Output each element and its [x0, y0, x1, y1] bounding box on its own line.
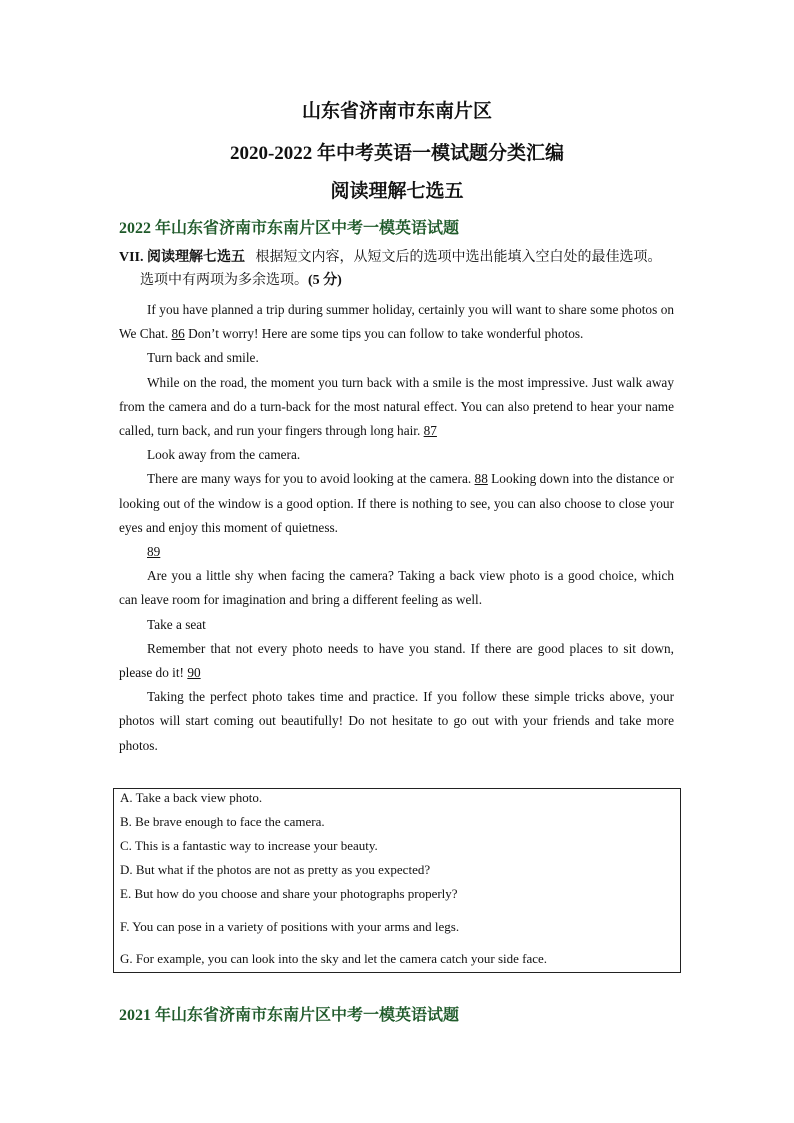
- paragraph-text: There are many ways for you to avoid looking at the camera.: [147, 471, 475, 487]
- document-subtitle: 2020-2022 年中考英语一模试题分类汇编: [229, 143, 565, 164]
- option-c: C. This is a fantastic way to increase your beauty.: [120, 838, 378, 853]
- paragraph-text: If you have planned a trip during summer holiday, certainly you will want to share some photos on We Chat.: [119, 302, 674, 342]
- score-label: (5 分): [308, 273, 342, 288]
- section-heading-2022: 2022 年山东省济南市东南片区中考一模英语试题: [119, 220, 460, 237]
- option-e: E. But how do you choose and share your photographs properly?: [120, 886, 458, 901]
- blank-88: 88: [474, 471, 488, 487]
- blank-90: 90: [187, 665, 201, 681]
- instruction-text: 根据短文内容，从短文后的选项中选出能填入空白处的最佳选项。: [255, 250, 662, 265]
- document-title: 山东省济南市东南片区: [301, 101, 492, 122]
- reading-passage: [119, 298, 674, 758]
- blank-86: 86: [171, 326, 185, 342]
- option-g: G. For example, you can look into the sky and let the camera catch your side face.: [120, 951, 548, 966]
- section-heading-2021: 2021 年山东省济南市东南片区中考一模英语试题: [119, 1007, 460, 1024]
- paragraph-5: [119, 637, 674, 685]
- paragraph-4: Are you a little shy when facing the camera? Taking a back view photo is a good choice, which can leave room for imagination and bring a different feeling as well.: [119, 568, 674, 608]
- instruction-line-2: [119, 269, 679, 292]
- paragraph-text: Remember that not every photo needs to have you stand. If there are good places to sit down, please do it!: [119, 640, 674, 681]
- blank-87: 87: [423, 423, 437, 439]
- paragraph-6: Taking the perfect photo takes time and practice. If you follow these simple tricks above, your photos will start coming out beautifully! Do not hesitate to go out with your friends and take more photos.: [119, 689, 674, 753]
- blank-89: 89: [147, 544, 161, 560]
- instruction-text-2: 选项中有两项为多余选项。: [140, 273, 308, 288]
- question-instructions: [119, 246, 679, 292]
- paragraph-3: [119, 467, 674, 540]
- option-f: F. You can pose in a variety of positions with your arms and legs.: [120, 919, 460, 934]
- option-a: A. Take a back view photo.: [120, 790, 263, 805]
- paragraph-text: Looking down into the distance or looking out of the window is a good option. If there is nothing to see, you can also choose to close your eyes and enjoy this moment of quietness.: [119, 471, 674, 535]
- document-topic-title: 阅读理解七选五: [330, 181, 464, 202]
- options-box: [113, 788, 681, 973]
- paragraph-text: Don’t worry! Here are some tips you can follow to take wonderful photos.: [184, 326, 584, 342]
- option-d: D. But what if the photos are not as pretty as you expected?: [120, 862, 431, 877]
- paragraph-1: [119, 298, 674, 346]
- blank-89-line: [119, 540, 674, 564]
- option-b: B. Be brave enough to face the camera.: [120, 814, 325, 829]
- subheading-take-seat: Take a seat: [147, 616, 206, 632]
- subheading-look-away: Look away from the camera.: [147, 447, 301, 463]
- paragraph-text: While on the road, the moment you turn back with a smile is the most impressive. Just walk away from the camera and do a turn-back for the most natural effect. You can also pretend to hear your name called, turn back, and run your fingers through long hair.: [119, 374, 674, 439]
- subheading-turn-back: Turn back and smile.: [147, 350, 259, 366]
- question-number-heading: VII. 阅读理解七选五: [119, 250, 246, 265]
- paragraph-2: [119, 371, 674, 444]
